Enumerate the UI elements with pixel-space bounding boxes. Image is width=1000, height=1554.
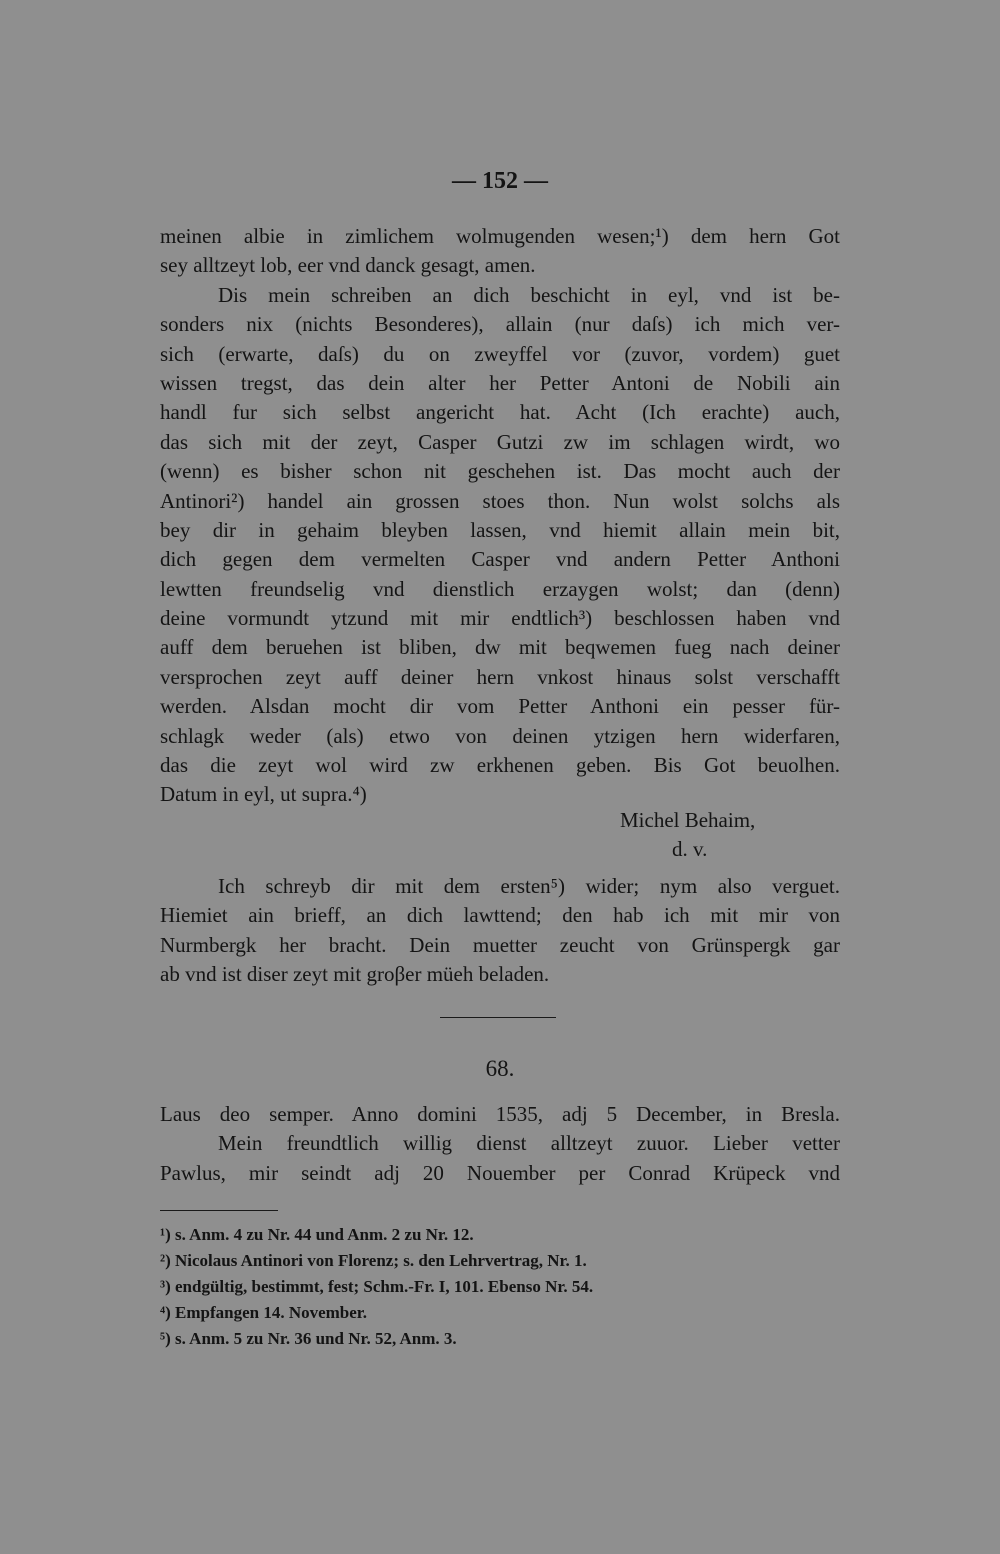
- text-line: sey alltzeyt lob, eer vnd danck gesagt, amen.: [160, 253, 536, 278]
- text-line: das die zeyt wol wird zw erkhenen geben. Bis Got beuolhen.: [160, 753, 840, 778]
- text-line: handl fur sich selbst angericht hat. Acht (Ich erachte) auch,: [160, 400, 840, 425]
- letter-67-body: [160, 222, 840, 810]
- letter-number: 68.: [485, 1056, 515, 1081]
- text-line: Ich schreyb dir mit dem ersten⁵) wider; nym also verguet.: [218, 874, 840, 898]
- footnote: ⁵) s. Anm. 5 zu Nr. 36 und Nr. 52, Anm. 3.: [160, 1329, 457, 1348]
- text-line: versprochen zeyt auff deiner hern vnkost hinaus solst verschafft: [160, 664, 840, 689]
- text-line: deine vormundt ytzund mit mir endtlich³) beschlossen haben vnd: [160, 606, 840, 631]
- text-line: wissen tregst, das dein alter her Petter Antoni de Nobili ain: [160, 370, 840, 395]
- footnotes: [160, 1222, 840, 1352]
- footnote: ¹) s. Anm. 4 zu Nr. 44 und Anm. 2 zu Nr. 12.: [160, 1225, 474, 1244]
- text-line: lewtten freundselig vnd dienstlich erzaygen wolst; dan (denn): [160, 576, 840, 601]
- text-line: Laus deo semper. Anno domini 1535, adj 5 December, in Bresla.: [160, 1102, 840, 1126]
- signature-abbreviation: d. v.: [672, 837, 708, 861]
- text-line: ab vnd ist diser zeyt mit groβer müeh beladen.: [160, 962, 550, 987]
- footnote: ²) Nicolaus Antinori von Florenz; s. den Lehrvertrag, Nr. 1.: [160, 1251, 587, 1270]
- text-line: auff dem beruehen ist bliben, dw mit beqwemen fueg nach deiner: [160, 635, 840, 660]
- signature-name: Michel Behaim,: [620, 808, 756, 832]
- text-line: Antinori²) handel ain grossen stoes thon. Nun wolst solchs als: [160, 488, 840, 513]
- text-line: sonders nix (nichts Besonderes), allain (nur daſs) ich mich ver-: [160, 312, 840, 337]
- text-line: schlagk weder (als) etwo von deinen ytzigen hern widerfaren,: [160, 723, 840, 748]
- text-line: Hiemiet ain brieff, an dich lawttend; den hab ich mit mir von: [160, 903, 840, 928]
- text-line: meinen albie in zimlichem wolmugenden wesen;¹) dem hern Got: [160, 224, 840, 248]
- text-line: das sich mit der zeyt, Casper Gutzi zw im schlagen wirdt, wo: [160, 429, 840, 454]
- letter-68-body: [160, 1100, 840, 1188]
- text-line: Nurmbergk her bracht. Dein muetter zeucht von Grünspergk gar: [160, 932, 840, 957]
- footnote: ³) endgültig, bestimmt, fest; Schm.-Fr. I, 101. Ebenso Nr. 54.: [160, 1277, 594, 1296]
- text-line: bey dir in gehaim bleyben lassen, vnd hiemit allain mein bit,: [160, 517, 840, 542]
- text-line: dich gegen dem vermelten Casper vnd andern Petter Anthoni: [160, 547, 840, 572]
- text-line: Datum in eyl, ut supra.⁴): [160, 782, 367, 807]
- text-line: Dis mein schreiben an dich beschicht in eyl, vnd ist be-: [218, 282, 840, 307]
- text-line: (wenn) es bisher schon nit geschehen ist. Das mocht auch der: [160, 459, 840, 484]
- text-line: sich (erwarte, daſs) du on zweyffel vor (zuvor, vordem) guet: [160, 341, 840, 366]
- footnote-separator: [160, 1210, 278, 1211]
- text-line: werden. Alsdan mocht dir vom Petter Anthoni ein pesser für-: [160, 694, 840, 719]
- text-line: Pawlus, mir seindt adj 20 Nouember per Conrad Krüpeck vnd: [160, 1160, 840, 1185]
- text-line: Mein freundtlich willig dienst alltzeyt zuuor. Lieber vetter: [218, 1131, 840, 1156]
- section-divider: [440, 1017, 556, 1018]
- postscript: [160, 872, 840, 990]
- footnote: ⁴) Empfangen 14. November.: [160, 1303, 368, 1322]
- page-number: — 152 —: [452, 168, 548, 194]
